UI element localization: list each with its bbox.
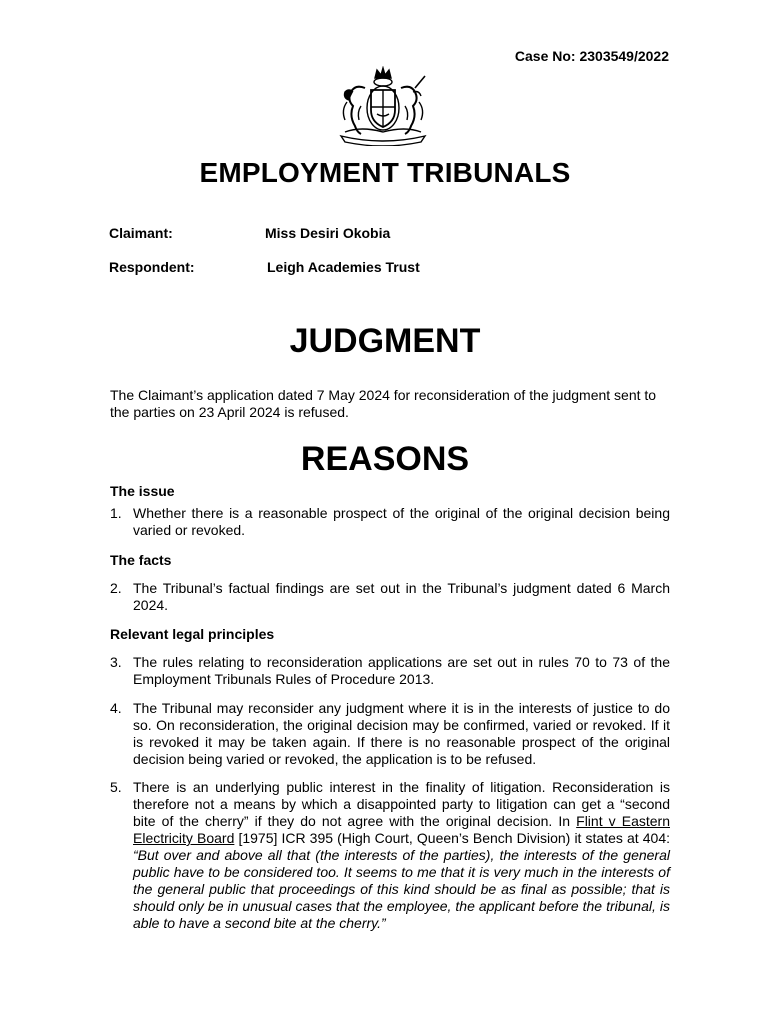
paragraph-number: 2. (110, 580, 122, 596)
case-number: Case No: 2303549/2022 (514, 48, 669, 64)
paragraph-text: Whether there is a reasonable prospect of the original of the original decision being varied or revoked. (133, 505, 670, 538)
judgment-text: The Claimant’s application dated 7 May 2024 for reconsideration of the judgment sent to the parties on 23 April 2024 is refused. (110, 387, 657, 420)
respondent-label: Respondent: (109, 259, 195, 275)
paragraph-4 (110, 700, 670, 768)
claimant-name: Miss Desiri Okobia (265, 225, 391, 241)
paragraph-number: 4. (110, 700, 122, 716)
quotation: “But over and above all that (the interests of the parties), the interests of the general public have to be considered too. It seems to me that it is very much in the interests of the general public that proceedings of this kind should be as final as possible; that is should only be in unusual cases that the employee, the applicant before the tribunal, is able to have a second bite at the cherry.” (133, 847, 670, 931)
paragraph-3 (110, 654, 670, 688)
paragraph-1 (110, 505, 670, 539)
paragraph-5 (110, 779, 670, 932)
paragraph-text-part: There is an underlying public interest in the finality of litigation. Reconsideration is therefore not a means by which a disappointed party to litigation can get a “second bite of the cherry” if they do not agree with the original decision. In (133, 779, 670, 829)
paragraph-number: 1. (110, 505, 122, 521)
issue-heading: The issue (110, 483, 175, 499)
paragraph-text: The Tribunal may reconsider any judgment where it is in the interests of justice to do so. On reconsideration, the original decision may be confirmed, varied or revoked. If it is revoked it may be taken again. If there is no reasonable prospect of the original decision being varied or revoked, the application is to be refused. (133, 700, 670, 767)
reasons-heading: REASONS (300, 440, 470, 478)
paragraph-text-part: [1975] ICR 395 (High Court, Queen’s Bench Division) it states at 404: (234, 830, 670, 846)
paragraph-text: The rules relating to reconsideration applications are set out in rules 70 to 73 of the Employment Tribunals Rules of Procedure 2013. (133, 654, 670, 687)
paragraph-text: The Tribunal’s factual findings are set out in the Tribunal’s judgment dated 6 March 2024. (133, 580, 670, 613)
paragraph-number: 3. (110, 654, 122, 670)
royal-coat-of-arms-icon (331, 66, 435, 146)
case-citation: Flint v Eastern Electricity Board (133, 813, 670, 846)
legal-principles-heading: Relevant legal principles (110, 626, 275, 642)
paragraph-2 (110, 580, 670, 614)
paragraph-number: 5. (110, 779, 122, 795)
claimant-label: Claimant: (109, 225, 173, 241)
facts-heading: The facts (110, 552, 172, 568)
judgment-heading: JUDGMENT (289, 322, 481, 360)
paragraph-text (133, 779, 670, 932)
respondent-name: Leigh Academies Trust (267, 259, 420, 275)
document-title: EMPLOYMENT TRIBUNALS (199, 157, 571, 188)
